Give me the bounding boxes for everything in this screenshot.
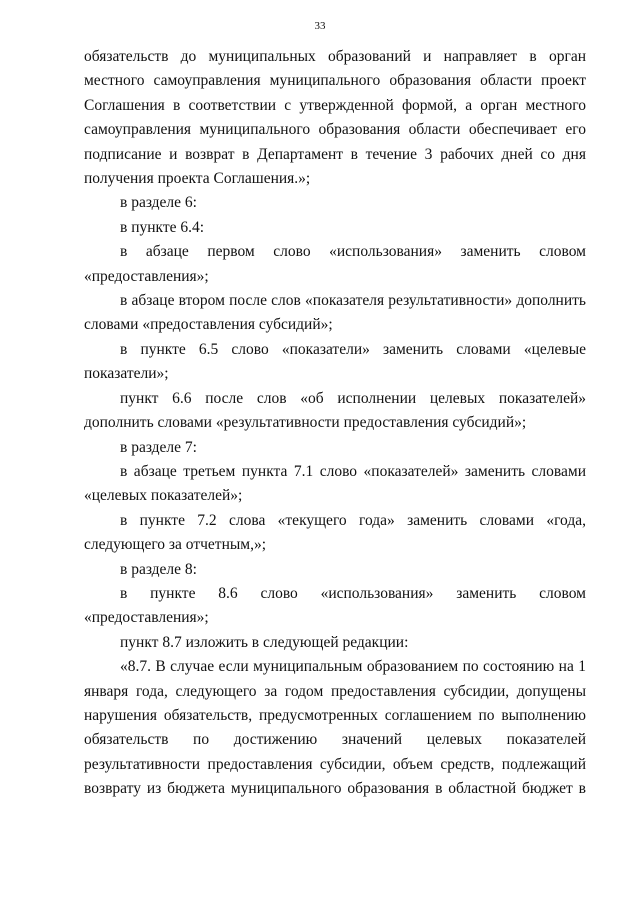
paragraph-item-8-7-intro: пункт 8.7 изложить в следующей редакции: <box>120 633 409 651</box>
paragraph-section-6: в разделе 6: <box>120 194 197 212</box>
paragraph-6-4-second-abzac: в абзаце втором после слов «показателя результативности» дополнить словами «предоставления субсидий»; <box>84 292 586 334</box>
paragraph-item-8-7-new-text: «8.7. В случае если муниципальным образованием по состоянию на 1 января года, следующего за годом предоставления субсидии, допущены нарушения обязательств, предусмотренных соглашением по выполнению обязательств по достижению значений целевых показателей результативности предоставления субсидии, объем средств, подлежащий возврату из бюджета муниципального образования в областной бюджет в <box>84 658 586 798</box>
paragraph-item-6-4: в пункте 6.4: <box>120 218 205 236</box>
paragraph-section-7: в разделе 7: <box>120 438 197 456</box>
paragraph-6-4-first-abzac: в абзаце первом слово «использования» заменить словом «предоставления»; <box>84 243 586 285</box>
paragraph-section-8: в разделе 8: <box>120 560 197 578</box>
paragraph-item-8-6: в пункте 8.6 слово «использования» заменить словом «предоставления»; <box>84 584 586 627</box>
document-body <box>84 45 586 802</box>
paragraph-item-7-1: в абзаце третьем пункта 7.1 слово «показателей» заменить словами «целевых показателей»; <box>84 462 586 505</box>
paragraph-continuation: обязательств до муниципальных образований и направляет в орган местного самоуправления муниципального образования области проект Соглашения в соответствии с утвержденной формой, а орган местного самоуправления муниципального образования области обеспечивает его подписание и возврат в Департамент в течение 3 рабочих дней со дня получения проекта Соглашения.»; <box>84 48 586 188</box>
paragraph-item-7-2: в пункте 7.2 слова «текущего года» заменить словами «года, следующего за отчетным,»; <box>84 511 586 554</box>
paragraph-item-6-6: пункт 6.6 после слов «об исполнении целевых показателей» дополнить словами «результативности предоставления субсидий»; <box>84 389 586 432</box>
page-number: 33 <box>314 20 326 32</box>
paragraph-item-6-5: в пункте 6.5 слово «показатели» заменить словами «целевые показатели»; <box>84 340 586 383</box>
